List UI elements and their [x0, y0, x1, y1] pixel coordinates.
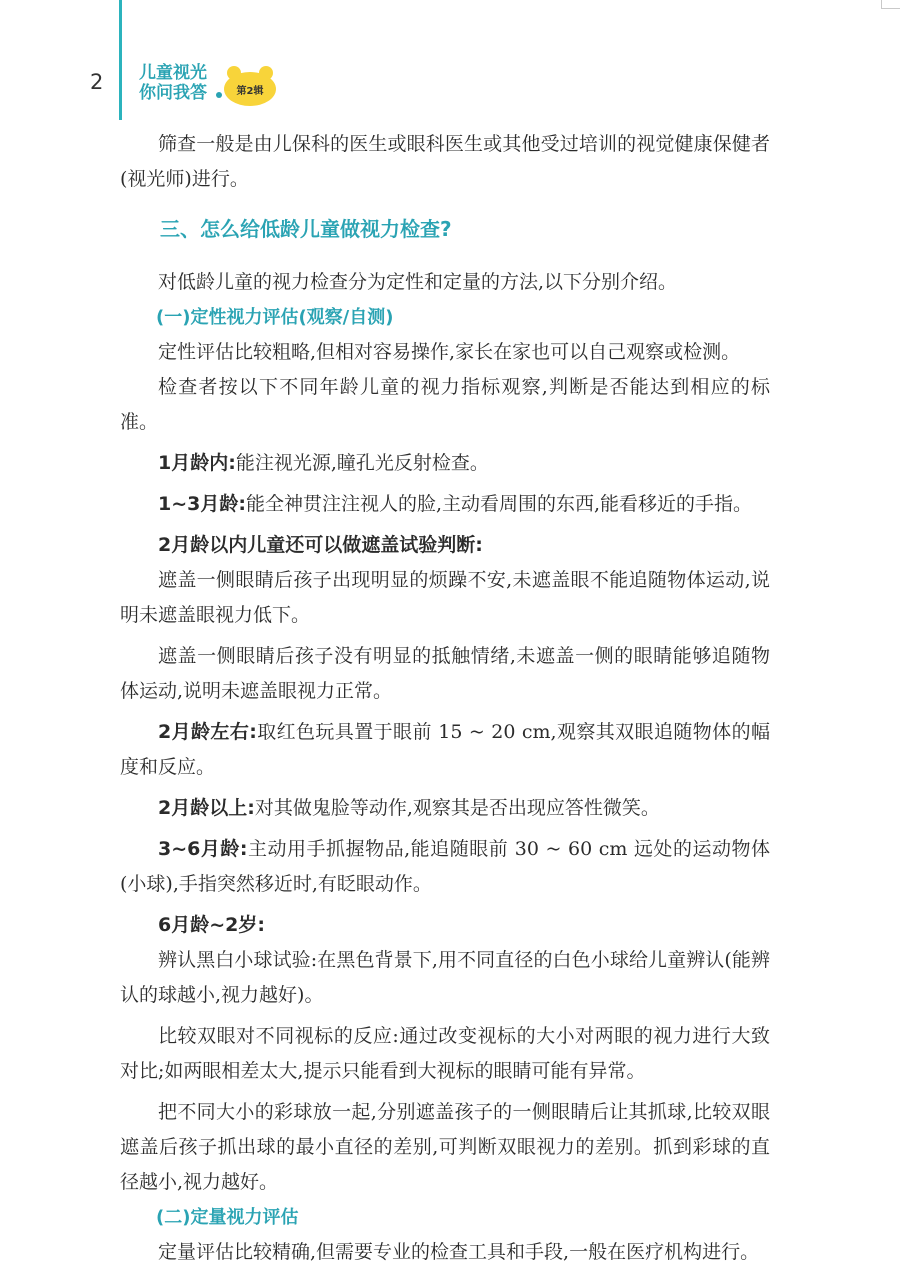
header-accent-line — [119, 0, 122, 120]
item-text: 取红色玩具置于眼前 15 ~ 20 cm,观察其双眼追随物体的幅度和反应。 — [120, 721, 770, 778]
crop-mark — [881, 0, 900, 9]
volume-badge-label: 第2辑 — [224, 72, 276, 106]
paragraph-compare-eyes: 比较双眼对不同视标的反应:通过改变视标的大小对两眼的视力进行大致对比;如两眼相差太大,提示只能看到大视标的眼睛可能有异常。 — [120, 1025, 770, 1082]
subsection-title-qualitative: (一)定性视力评估(观察/自测) — [156, 307, 394, 328]
item-lead: 2月龄以上: — [158, 797, 255, 819]
paragraph-overview: 对低龄儿童的视力检查分为定性和定量的方法,以下分别介绍。 — [158, 271, 678, 293]
item-lead: 1月龄内: — [158, 452, 236, 474]
item-1-3-months — [120, 487, 770, 522]
item-under-1-month — [120, 446, 770, 481]
paragraph-cover-1: 遮盖一侧眼睛后孩子出现明显的烦躁不安,未遮盖眼不能追随物体运动,说明未遮盖眼视力低下。 — [120, 569, 770, 626]
paragraph-quantitative: 定量评估比较精确,但需要专业的检查工具和手段,一般在医疗机构进行。 — [158, 1241, 760, 1263]
item-6-months-2-years-heading: 6月龄~2岁: — [158, 914, 265, 936]
separator-dot — [216, 92, 222, 98]
item-lead: 3~6月龄: — [158, 838, 248, 860]
volume-badge — [224, 64, 276, 106]
item-lead: 1~3月龄: — [158, 493, 246, 515]
item-around-2-months — [120, 715, 770, 785]
subsection-title-quantitative: (二)定量视力评估 — [156, 1207, 299, 1228]
paragraph-intro: 筛查一般是由儿保科的医生或眼科医生或其他受过培训的视觉健康保健者(视光师)进行。 — [120, 133, 770, 190]
series-title-line1: 儿童视光 — [139, 63, 207, 83]
item-lead: 2月龄左右: — [158, 721, 257, 743]
paragraph-qualitative-1: 定性评估比较粗略,但相对容易操作,家长在家也可以自己观察或检测。 — [158, 341, 741, 363]
item-text: 主动用手抓握物品,能追随眼前 30 ~ 60 cm 远处的运动物体(小球),手指突然移近时,有眨眼动作。 — [120, 838, 770, 895]
item-text: 对其做鬼脸等动作,观察其是否出现应答性微笑。 — [254, 797, 660, 819]
item-cover-test-heading: 2月龄以内儿童还可以做遮盖试验判断: — [158, 534, 483, 556]
series-title — [139, 63, 207, 103]
section-title: 三、怎么给低龄儿童做视力检查? — [160, 217, 452, 241]
page-number: 2 — [90, 70, 104, 94]
item-over-2-months — [120, 791, 770, 826]
item-text: 能注视光源,瞳孔光反射检查。 — [235, 452, 489, 474]
paragraph-ball-test: 辨认黑白小球试验:在黑色背景下,用不同直径的白色小球给儿童辨认(能辨认的球越小,视力越好)。 — [120, 949, 770, 1006]
item-text: 能全神贯注注视人的脸,主动看周围的东西,能看移近的手指。 — [245, 493, 753, 515]
main-content — [120, 127, 770, 1270]
series-title-line2: 你问我答 — [139, 83, 207, 103]
paragraph-cover-2: 遮盖一侧眼睛后孩子没有明显的抵触情绪,未遮盖一侧的眼睛能够追随物体运动,说明未遮盖眼视力正常。 — [120, 645, 770, 702]
item-3-6-months — [120, 832, 770, 902]
paragraph-color-balls: 把不同大小的彩球放一起,分别遮盖孩子的一侧眼睛后让其抓球,比较双眼遮盖后孩子抓出球的最小直径的差别,可判断双眼视力的差别。抓到彩球的直径越小,视力越好。 — [120, 1101, 770, 1193]
paragraph-qualitative-2: 检查者按以下不同年龄儿童的视力指标观察,判断是否能达到相应的标准。 — [120, 376, 770, 433]
